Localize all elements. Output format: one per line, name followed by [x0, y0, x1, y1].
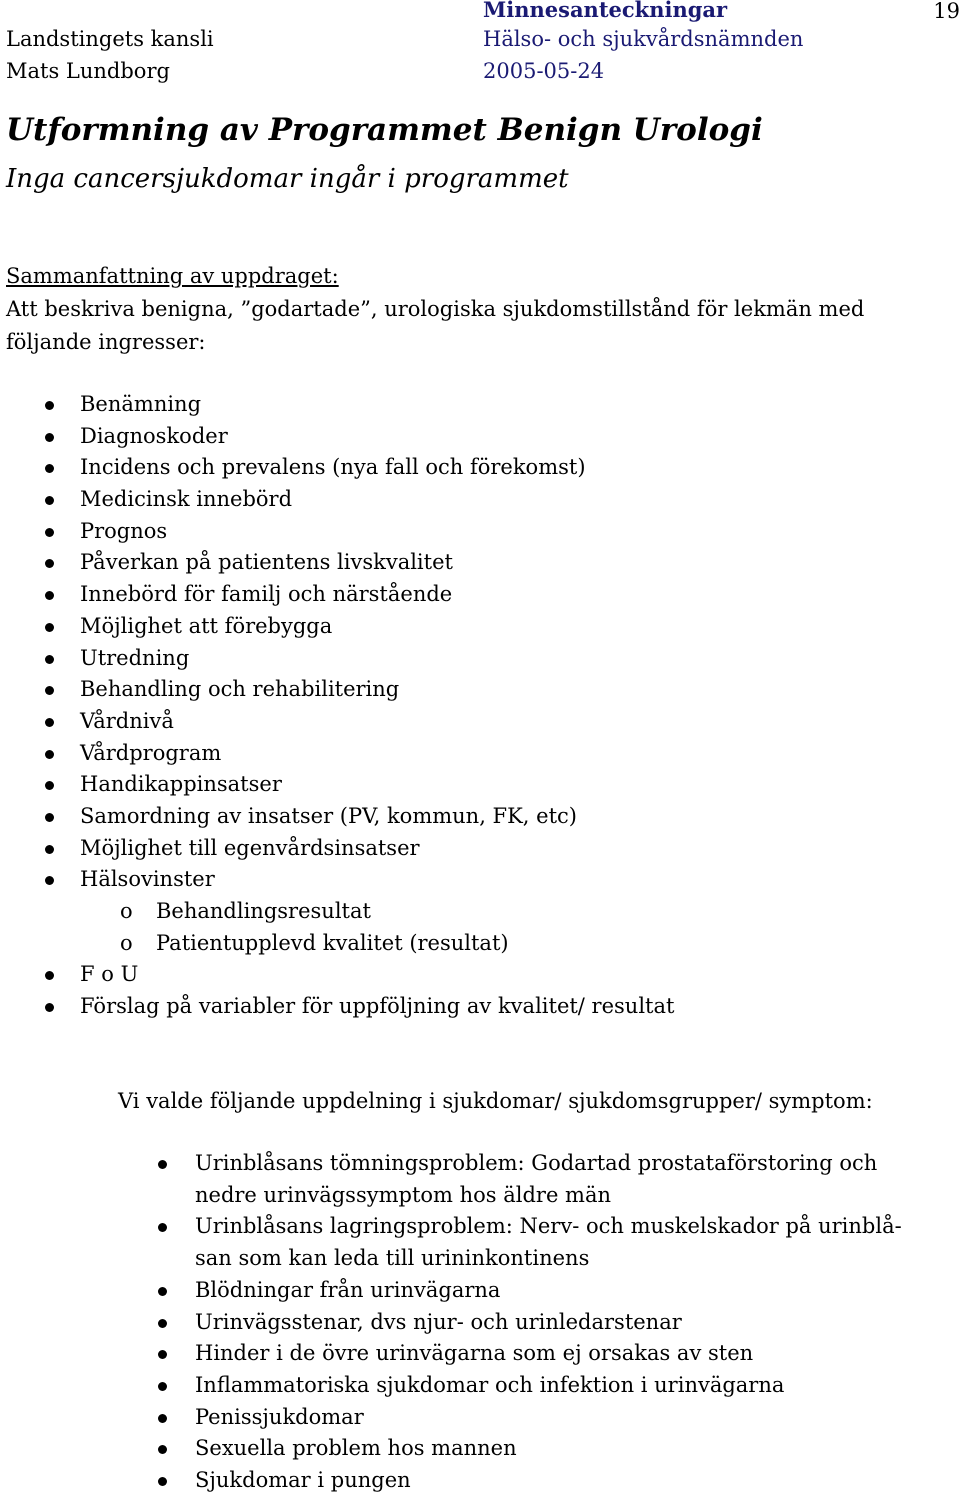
list-item — [195, 1433, 902, 1465]
list-item-line: nedre urinvägssymptom hos äldre män — [195, 1182, 612, 1207]
list-item — [80, 389, 674, 421]
list-item-label: F o U — [80, 962, 139, 987]
bullet-icon — [158, 1477, 167, 1486]
list-item-label: Förslag på variabler för uppföljning av kvalitet/ resultat — [80, 994, 675, 1019]
bullet-icon — [158, 1445, 167, 1454]
division-intro: Vi valde följande uppdelning i sjukdomar/ sjukdomsgrupper/ symptom: — [118, 1089, 873, 1113]
list-item-label: Medicinsk innebörd — [80, 487, 293, 512]
division-list — [195, 1148, 902, 1497]
summary-text-line: Att beskriva benigna, ”godartade”, urologiska sjukdomstillstånd för lekmän med — [6, 297, 865, 321]
header-doc-type: Minnesanteckningar — [483, 0, 728, 22]
bullet-icon — [45, 750, 54, 759]
sub-list-item — [80, 896, 674, 928]
list-item-line: san som kan leda till urininkontinens — [195, 1246, 590, 1271]
summary-heading: Sammanfattning av uppdraget: — [6, 264, 339, 288]
list-item — [80, 579, 674, 611]
list-item-line: Urinblåsans lagringsproblem: Nerv- och muskelskador på urinblå- — [195, 1214, 902, 1239]
list-item — [80, 833, 674, 865]
list-item — [195, 1148, 902, 1211]
list-item-label: Möjlighet att förebygga — [80, 613, 333, 638]
list-item-line: Sjukdomar i pungen — [195, 1468, 411, 1493]
page-title: Utformning av Programmet Benign Urologi — [6, 112, 763, 148]
list-item — [80, 801, 674, 833]
list-item-label: Innebörd för familj och närstående — [80, 582, 453, 607]
sub-list-item-label: Patientupplevd kvalitet (resultat) — [156, 930, 509, 955]
sub-list-item-label: Behandlingsresultat — [156, 899, 371, 923]
list-item-label: Vårdprogram — [80, 740, 222, 765]
list-item — [80, 959, 674, 991]
bullet-icon — [45, 876, 54, 885]
list-item-label: Möjlighet till egenvårdsinsatser — [80, 835, 420, 860]
header-date: 2005-05-24 — [483, 59, 605, 83]
list-item-line: Urinvägsstenar, dvs njur- och urinledarstenar — [195, 1309, 682, 1334]
bullet-icon — [45, 591, 54, 600]
bullet-icon — [158, 1287, 167, 1296]
list-item-label: Diagnoskoder — [80, 423, 228, 448]
bullet-icon — [45, 496, 54, 505]
list-item-line: Penissjukdomar — [195, 1404, 364, 1429]
bullet-icon — [45, 401, 54, 410]
bullet-icon — [45, 971, 54, 980]
list-item-line: Urinblåsans tömningsproblem: Godartad prostataförstoring och — [195, 1151, 878, 1175]
bullet-icon — [45, 623, 54, 632]
circle-bullet-icon: o — [120, 930, 133, 955]
list-item — [195, 1307, 902, 1339]
list-item — [195, 1338, 902, 1370]
list-item — [80, 864, 674, 896]
list-item — [80, 643, 674, 675]
bullet-icon — [45, 845, 54, 854]
list-item-label: Benämning — [80, 392, 202, 416]
list-item — [80, 484, 674, 516]
list-item — [195, 1370, 902, 1402]
sub-list-item — [80, 928, 674, 960]
bullet-icon — [158, 1223, 167, 1232]
bullet-icon — [45, 813, 54, 822]
list-item-label: Påverkan på patientens livskvalitet — [80, 550, 453, 575]
list-item-label: Incidens och prevalens (nya fall och förekomst) — [80, 455, 586, 480]
bullet-icon — [45, 559, 54, 568]
list-item — [80, 991, 674, 1023]
list-item-label: Handikappinsatser — [80, 772, 282, 797]
list-item-label: Utredning — [80, 645, 190, 670]
list-item — [80, 611, 674, 643]
bullet-icon — [158, 1350, 167, 1359]
list-item-line: Blödningar från urinvägarna — [195, 1277, 501, 1302]
list-item-label: Hälsovinster — [80, 867, 215, 892]
bullet-icon — [45, 528, 54, 537]
summary-text-line: följande ingresser: — [6, 330, 206, 354]
circle-bullet-icon: o — [120, 899, 133, 923]
bullet-icon — [158, 1382, 167, 1391]
list-item-label: Samordning av insatser (PV, kommun, FK, etc) — [80, 803, 577, 828]
list-item-label: Prognos — [80, 518, 168, 543]
header-org: Landstingets kansli — [6, 27, 214, 51]
list-item — [80, 516, 674, 548]
list-item-line: Sexuella problem hos mannen — [195, 1436, 517, 1461]
list-item — [195, 1275, 902, 1307]
page-subtitle: Inga cancersjukdomar ingår i programmet — [6, 164, 569, 194]
list-item — [80, 674, 674, 706]
header-committee: Hälso- och sjukvårdsnämnden — [483, 27, 804, 51]
bullet-icon — [45, 464, 54, 473]
list-item — [195, 1211, 902, 1274]
list-item — [195, 1465, 902, 1497]
list-item — [195, 1402, 902, 1434]
bullet-icon — [45, 686, 54, 695]
page-number: 19 — [933, 0, 960, 23]
bullet-icon — [45, 433, 54, 442]
bullet-icon — [45, 655, 54, 664]
bullet-icon — [158, 1414, 167, 1423]
bullet-icon — [158, 1319, 167, 1328]
list-item-line: Inflammatoriska sjukdomar och infektion i urinvägarna — [195, 1372, 785, 1397]
list-item — [80, 769, 674, 801]
header-author: Mats Lundborg — [6, 59, 170, 83]
bullet-icon — [45, 781, 54, 790]
list-item-label: Vårdnivå — [80, 708, 174, 733]
list-item — [80, 738, 674, 770]
list-item — [80, 706, 674, 738]
list-item — [80, 547, 674, 579]
bullet-icon — [158, 1160, 167, 1169]
list-item — [80, 421, 674, 453]
ingresser-list — [80, 389, 674, 1023]
bullet-icon — [45, 1003, 54, 1012]
list-item-line: Hinder i de övre urinvägarna som ej orsakas av sten — [195, 1341, 754, 1366]
list-item-label: Behandling och rehabilitering — [80, 677, 400, 702]
bullet-icon — [45, 718, 54, 727]
list-item — [80, 452, 674, 484]
